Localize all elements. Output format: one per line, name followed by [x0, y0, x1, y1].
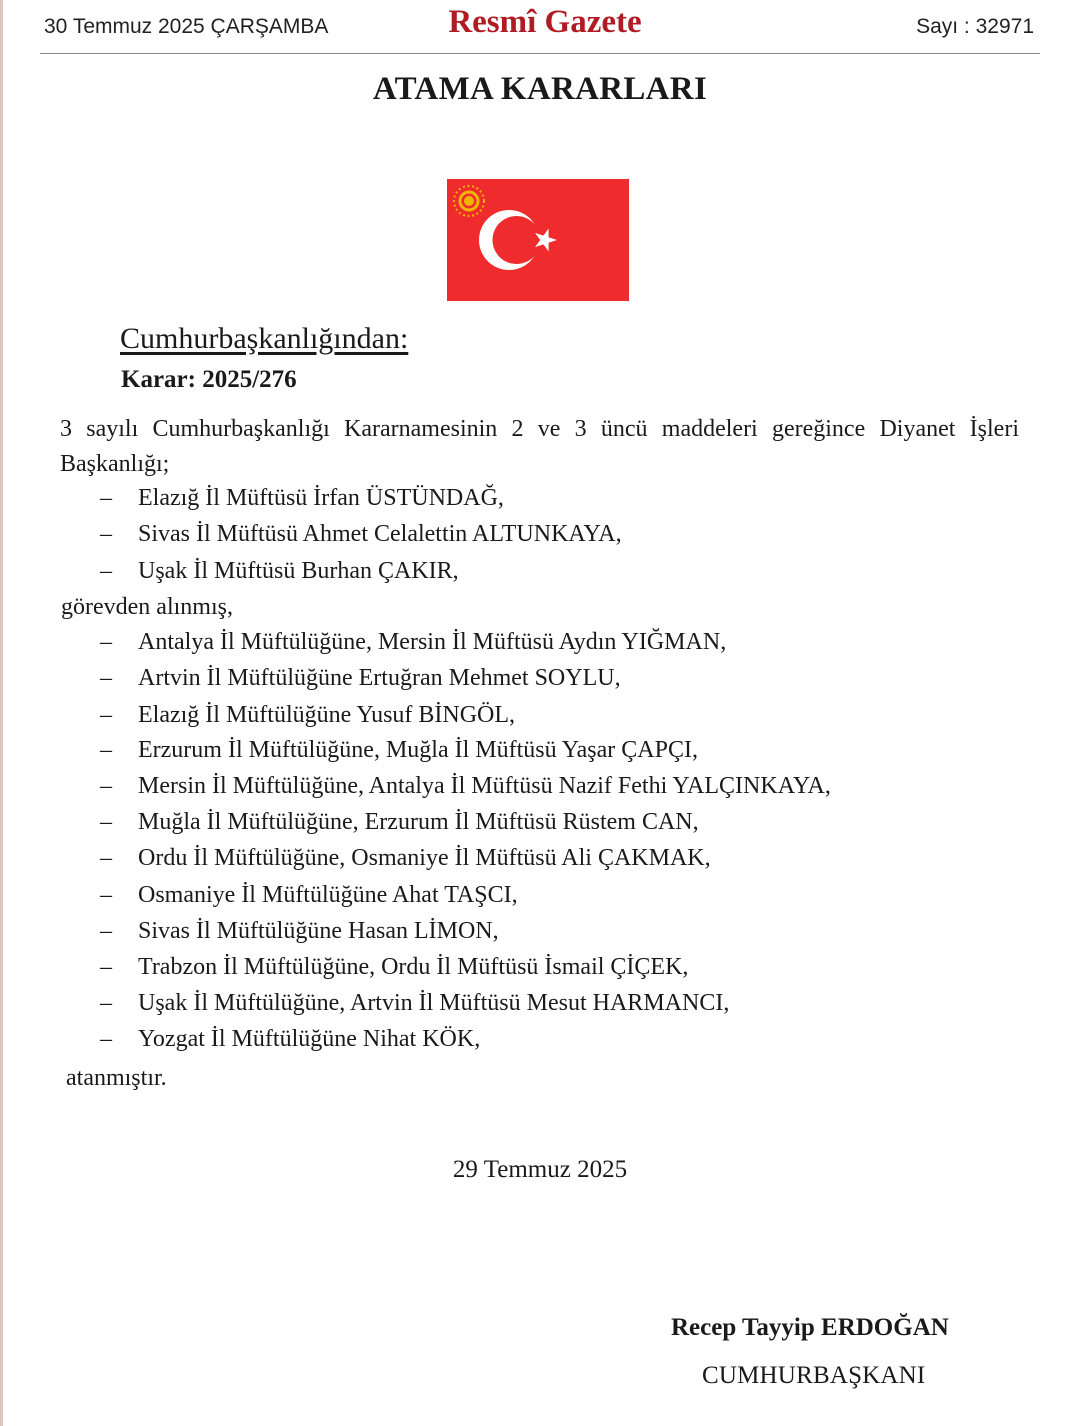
list-dash: – [100, 629, 112, 655]
turkish-flag-icon [447, 179, 629, 301]
signature-title: CUMHURBAŞKANI [702, 1362, 926, 1389]
intro-paragraph: 3 sayılı Cumhurbaşkanlığı Kararnamesinin 2 ve 3 üncü maddeleri gereğince Diyanet İşleri Başkanlığı; [60, 416, 1019, 477]
issue-number: Sayı : 32971 [916, 15, 1034, 38]
issuing-authority: Cumhurbaşkanlığından: [120, 322, 409, 355]
list-dash: – [100, 1026, 112, 1052]
list-dash: – [100, 882, 112, 908]
appointed-item-text: Elazığ İl Müftülüğüne Yusuf BİNGÖL, [138, 702, 516, 728]
appointed-item-text: Mersin İl Müftülüğüne, Antalya İl Müftüsü Nazif Fethi YALÇINKAYA, [138, 773, 831, 799]
appointed-item [100, 990, 729, 1017]
list-dash: – [100, 665, 112, 691]
gazette-title: Resmî Gazete [448, 4, 642, 40]
list-dash: – [100, 845, 112, 871]
appointed-item [100, 665, 621, 692]
appointed-item [100, 702, 515, 729]
list-dash: – [100, 737, 112, 763]
appointed-item-text: Uşak İl Müftülüğüne, Artvin İl Müftüsü Mesut HARMANCI, [138, 990, 730, 1016]
header-date: 30 Temmuz 2025 ÇARŞAMBA [44, 15, 329, 38]
appointed-item-text: Artvin İl Müftülüğüne Ertuğran Mehmet SOYLU, [138, 665, 621, 691]
list-dash: – [100, 990, 112, 1016]
dismissed-item-text: Elazığ İl Müftüsü İrfan ÜSTÜNDAĞ, [138, 485, 504, 511]
list-dash: – [100, 558, 112, 584]
appointed-item [100, 737, 698, 764]
list-dash: – [100, 521, 112, 547]
decision-date: 29 Temmuz 2025 [452, 1156, 628, 1183]
list-dash: – [100, 773, 112, 799]
appointed-item-text: Ordu İl Müftülüğüne, Osmaniye İl Müftüsü Ali ÇAKMAK, [138, 845, 711, 871]
dismissed-item [100, 558, 459, 585]
document-title: ATAMA KARARLARI [372, 71, 708, 107]
appointed-item [100, 918, 499, 945]
appointed-label: atanmıştır. [66, 1065, 167, 1091]
dismissed-item [100, 485, 504, 512]
list-dash: – [100, 485, 112, 511]
list-dash: – [100, 954, 112, 980]
appointed-item-text: Muğla İl Müftülüğüne, Erzurum İl Müftüsü Rüstem CAN, [138, 809, 699, 835]
appointed-item-text: Osmaniye İl Müftülüğüne Ahat TAŞCI, [138, 882, 518, 908]
appointed-item [100, 882, 518, 909]
signature-name: Recep Tayyip ERDOĞAN [671, 1314, 949, 1341]
appointed-item [100, 954, 688, 981]
list-dash: – [100, 918, 112, 944]
dismissed-item-text: Uşak İl Müftüsü Burhan ÇAKIR, [138, 558, 459, 584]
dismissed-item-text: Sivas İl Müftüsü Ahmet Celalettin ALTUNKAYA, [138, 521, 622, 547]
appointed-item [100, 809, 699, 836]
appointed-item [100, 1026, 480, 1053]
list-dash: – [100, 702, 112, 728]
appointed-item-text: Sivas İl Müftülüğüne Hasan LİMON, [138, 918, 499, 944]
appointed-item-text: Erzurum İl Müftülüğüne, Muğla İl Müftüsü Yaşar ÇAPÇI, [138, 737, 698, 763]
header-divider [40, 53, 1040, 54]
dismissed-label: görevden alınmış, [61, 594, 233, 620]
appointed-item [100, 629, 726, 656]
appointed-item-text: Antalya İl Müftülüğüne, Mersin İl Müftüsü Aydın YIĞMAN, [138, 629, 727, 655]
list-dash: – [100, 809, 112, 835]
appointed-item-text: Trabzon İl Müftülüğüne, Ordu İl Müftüsü İsmail ÇİÇEK, [138, 954, 689, 980]
appointed-item [100, 773, 831, 800]
appointed-item [100, 845, 711, 872]
page-edge [0, 0, 3, 1426]
dismissed-item [100, 521, 622, 548]
decision-number: Karar: 2025/276 [121, 366, 297, 393]
appointed-item-text: Yozgat İl Müftülüğüne Nihat KÖK, [138, 1026, 481, 1052]
